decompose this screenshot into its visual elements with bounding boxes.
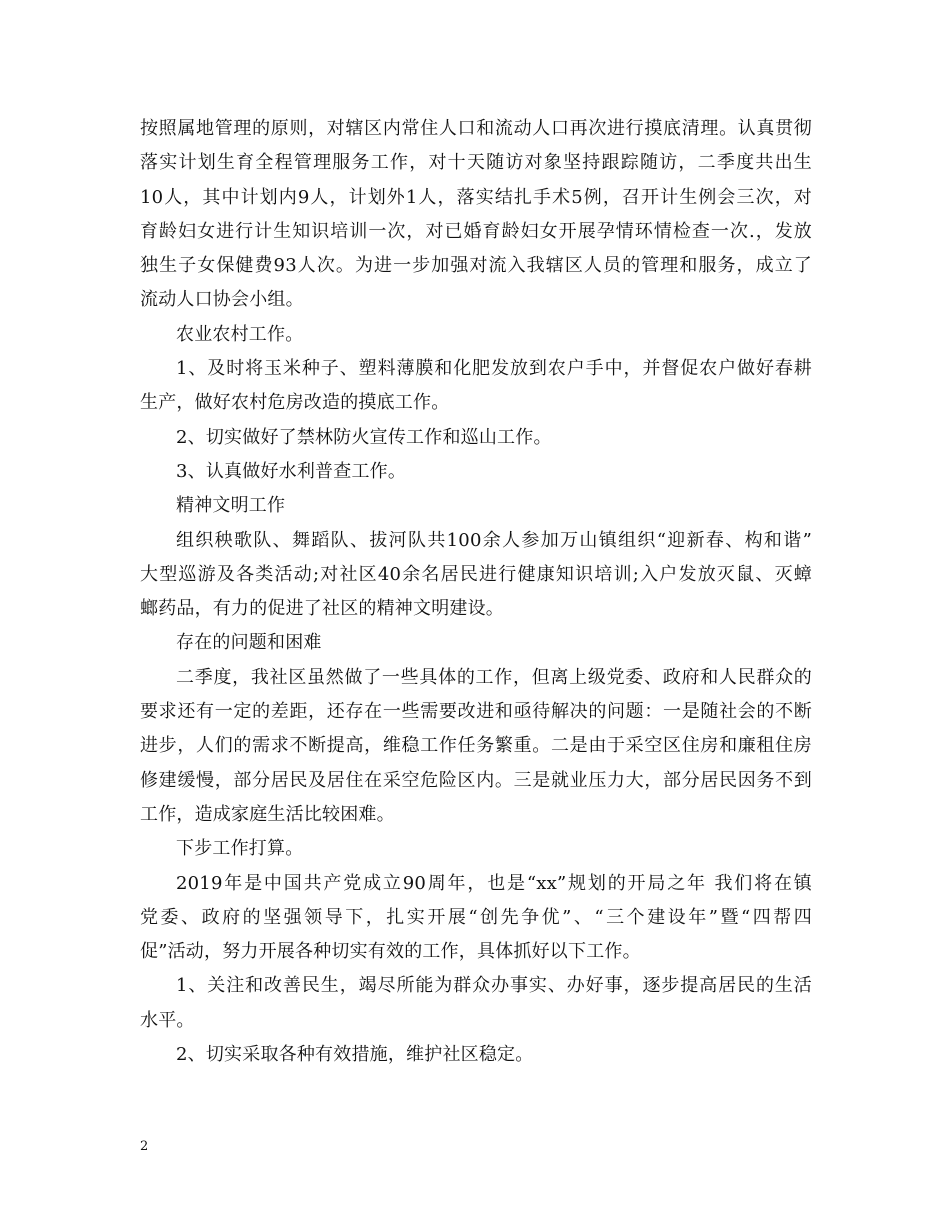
paragraph-line: 党委、政府的坚强领导下，扎实开展“创先争优”、“三个建设年”暨“四帮四 <box>140 906 812 928</box>
paragraph-line: 工作，造成家庭生活比较困难。 <box>140 803 395 825</box>
paragraph-line: 修建缓慢，部分居民及居住在采空危险区内。三是就业压力大，部分居民因务不到 <box>140 769 812 791</box>
paragraph-line: 螂药品，有力的促进了社区的精神文明建设。 <box>140 598 504 620</box>
paragraph-line: 流动人口协会小组。 <box>140 289 304 311</box>
paragraph-line: 进步，人们的需求不断提高，维稳工作任务繁重。二是由于采空区住房和廉租住房 <box>140 735 812 757</box>
section-heading: 农业农村工作。 <box>176 323 304 345</box>
paragraph-line: 落实计划生育全程管理服务工作，对十天随访对象坚持跟踪随访，二季度共出生 <box>140 152 812 174</box>
section-heading: 下步工作打算。 <box>176 838 304 860</box>
paragraph-line: 组织秧歌队、舞蹈队、拔河队共100余人参加万山镇组织“迎新春、构和谐” <box>176 529 812 551</box>
paragraph-line: 2、切实采取各种有效措施，维护社区稳定。 <box>176 1044 534 1066</box>
paragraph-line: 10人，其中计划内9人，计划外1人，落实结扎手术5例，召开计生例会三次，对 <box>140 186 812 208</box>
paragraph-line: 要求还有一定的差距，还存在一些需要改进和亟待解决的问题：一是随社会的不断 <box>140 701 812 723</box>
section-heading: 精神文明工作 <box>176 495 286 517</box>
paragraph-line: 1、关注和改善民生，竭尽所能为群众办事实、办好事，逐步提高居民的生活 <box>176 975 812 997</box>
paragraph-line: 大型巡游及各类活动;对社区40余名居民进行健康知识培训;入户发放灭鼠、灭蟑 <box>140 563 812 585</box>
paragraph-line: 1、及时将玉米种子、塑料薄膜和化肥发放到农户手中，并督促农户做好春耕 <box>176 358 812 380</box>
paragraph-line: 育龄妇女进行计生知识培训一次，对已婚育龄妇女开展孕情环情检查一次.，发放 <box>140 220 812 242</box>
paragraph-line: 生产，做好农村危房改造的摸底工作。 <box>140 392 450 414</box>
paragraph-line: 2019年是中国共产党成立90周年，也是“xx”规划的开局之年 我们将在镇 <box>176 872 812 894</box>
paragraph-line: 水平。 <box>140 1009 195 1031</box>
paragraph-line: 2、切实做好了禁林防火宣传工作和巡山工作。 <box>176 426 552 448</box>
page-number: 2 <box>140 1139 149 1154</box>
paragraph-line: 3、认真做好水利普查工作。 <box>176 460 407 482</box>
paragraph-line: 按照属地管理的原则，对辖区内常住人口和流动人口再次进行摸底清理。认真贯彻 <box>140 118 812 139</box>
section-heading: 存在的问题和困难 <box>176 632 322 654</box>
paragraph-line: 二季度，我社区虽然做了一些具体的工作，但离上级党委、政府和人民群众的 <box>176 666 812 688</box>
body-text <box>140 112 812 1072</box>
paragraph-line: 促”活动，努力开展各种切实有效的工作，具体抓好以下工作。 <box>140 941 641 963</box>
paragraph-line: 独生子女保健费93人次。为进一步加强对流入我辖区人员的管理和服务，成立了 <box>140 255 812 277</box>
